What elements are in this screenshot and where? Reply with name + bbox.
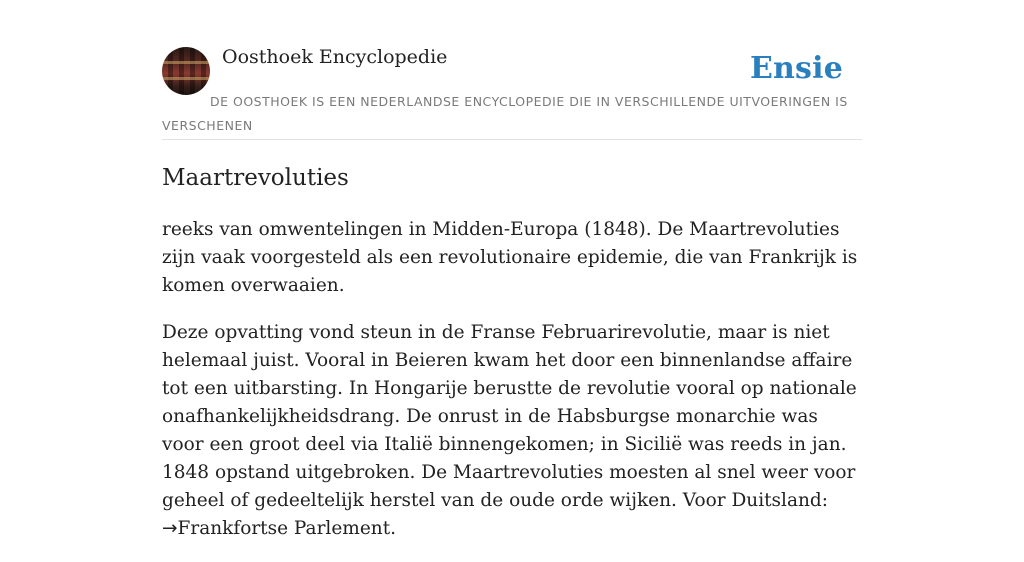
- article-title: Maartrevoluties: [162, 165, 349, 191]
- site-title[interactable]: Oosthoek Encyclopedie: [222, 46, 448, 68]
- brand-logo[interactable]: Ensie: [749, 51, 843, 86]
- site-tagline: DE OOSTHOEK IS EEN NEDERLANDSE ENCYCLOPEDIE DIE IN VERSCHILLENDE UITVOERINGEN IS VERSCHENEN: [162, 94, 848, 133]
- site-header: [162, 0, 862, 140]
- link-frankfortse-parlement[interactable]: Frankfortse Parlement: [177, 518, 391, 539]
- paragraph-end: .: [390, 518, 397, 539]
- article-body: [162, 216, 862, 562]
- arrow-right-icon: →: [162, 518, 178, 539]
- paragraph: [162, 319, 862, 543]
- paragraph-text: Deze opvatting vond steun in de Franse Februarirevolutie, maar is niet helemaal juist. Vooral in Beieren kwam het door een binnenlandse affaire tot een uitbarsting. In Hongarije berustte de revolutie vooral op nationale onafhankelijkheidsdrang. De onrust in de Habsburgse monarchie was voor een groot deel via Italië binnengekomen; in Sicilië was reeds in jan. 1848 opstand uitgebroken. De Maartrevoluties moesten al snel weer voor geheel of gedeeltelijk herstel van de oude orde wijken. Voor Duitsland:: [162, 322, 857, 511]
- paragraph: reeks van omwentelingen in Midden-Europa (1848). De Maartrevoluties zijn vaak voorgesteld als een revolutionaire epidemie, die van Frankrijk is komen overwaaien.: [162, 219, 858, 296]
- page-container: [162, 0, 862, 539]
- book-spines-icon[interactable]: [162, 47, 210, 95]
